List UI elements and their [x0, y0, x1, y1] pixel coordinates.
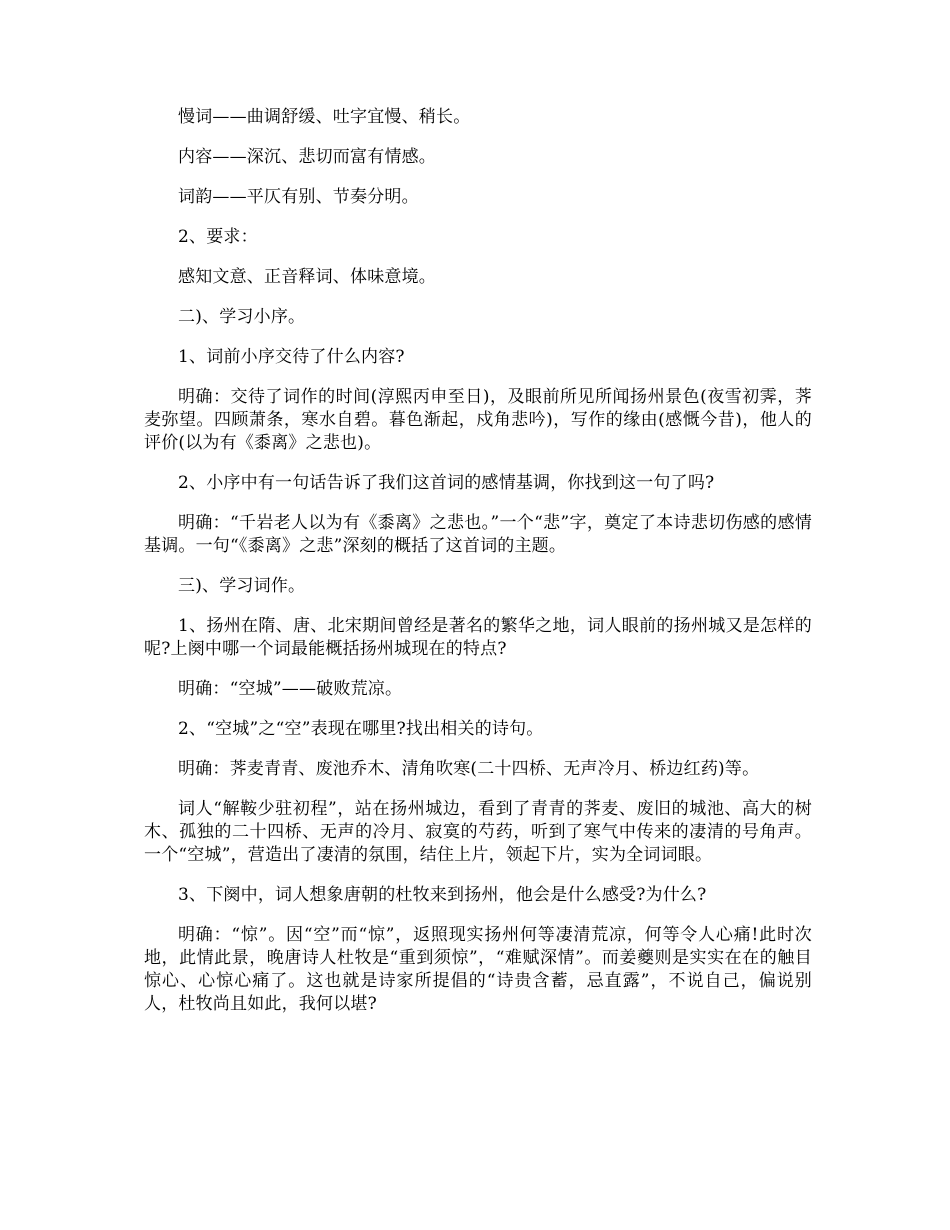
question-preface-content: 1、词前小序交待了什么内容? [178, 347, 405, 367]
answer-dumu-feeling: 明确：“惊”。因“空”而“惊”，返照现实扬州何等凄清荒凉，何等令人心痛!此时次地，此情此景，晚唐诗人杜牧是“重到须惊”，“难赋深情”。而姜夔则是实实在在的触目惊心、心惊心痛了。这也就是诗家所提倡的“诗贵含蓄，忌直露”，不说自己，偏说别人，杜牧尚且如此，我何以堪? [144, 925, 812, 1014]
paragraph-requirements: 感知文意、正音释词、体味意境。 [178, 267, 436, 287]
paragraph-poet-scene: 词人“解鞍少驻初程”，站在扬州城边，看到了青青的荠麦、废旧的城池、高大的树木、孤独的二十四桥、无声的冷月、寂寞的芍药，听到了寒气中传来的凄清的号角声。一个“空城”，营造出了凄清的氛围，结住上片，领起下片，实为全词词眼。 [144, 799, 812, 865]
answer-empty-expression: 明确：荠麦青青、废池乔木、清角吹寒(二十四桥、无声冷月、桥边红药)等。 [178, 759, 760, 779]
paragraph-requirements-heading: 2、要求： [178, 227, 258, 247]
document-body [144, 106, 812, 1033]
paragraph-rhyme: 词韵——平仄有别、节奏分明。 [178, 187, 419, 207]
section-heading-study-ci: 三)、学习词作。 [178, 576, 306, 596]
question-empty-expression: 2、“空城”之“空”表现在哪里?找出相关的诗句。 [178, 719, 544, 739]
answer-preface-content: 明确：交待了词作的时间(淳熙丙申至日)，及眼前所见所闻扬州景色(夜雪初霁，荠麦弥望。四顾萧条，寒水自碧。暮色渐起，戍角悲吟)，写作的缘由(感慨今昔)，他人的评价(以为有《黍离》之悲也)。 [144, 387, 812, 453]
section-heading-preface: 二)、学习小序。 [178, 307, 306, 327]
question-emotional-tone: 2、小序中有一句话告诉了我们这首词的感情基调，你找到这一句了吗? [178, 473, 715, 493]
question-dumu-feeling: 3、下阕中，词人想象唐朝的杜牧来到扬州，他会是什么感受?为什么? [178, 885, 707, 905]
answer-empty-city: 明确：“空城”——破败荒凉。 [178, 679, 403, 699]
answer-emotional-tone: 明确：“千岩老人以为有《黍离》之悲也。”一个“悲”字，奠定了本诗悲切伤感的感情基调。一句“《黍离》之悲”深刻的概括了这首词的主题。 [144, 513, 812, 556]
paragraph-content: 内容——深沉、悲切而富有情感。 [178, 147, 436, 167]
paragraph-slow-ci: 慢词——曲调舒缓、吐字宜慢、稍长。 [178, 107, 471, 127]
question-yangzhou-city: 1、扬州在隋、唐、北宋期间曾经是著名的繁华之地，词人眼前的扬州城又是怎样的呢?上阕中哪一个词最能概括扬州城现在的特点? [144, 616, 812, 659]
